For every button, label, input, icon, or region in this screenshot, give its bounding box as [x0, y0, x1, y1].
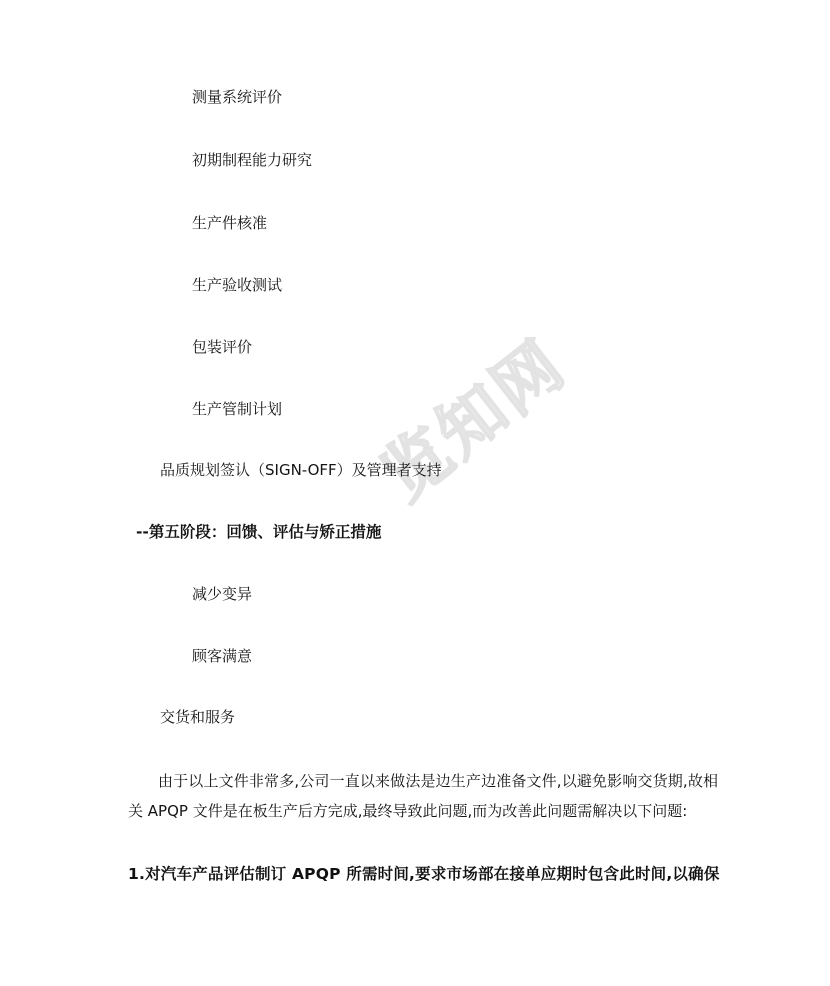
- list-item: 初期制程能力研究: [192, 151, 313, 169]
- list-item: 生产管制计划: [192, 400, 283, 418]
- list-item: 顾客满意: [192, 647, 253, 665]
- list-item: 减少变异: [192, 585, 253, 603]
- list-item: 生产验收测试: [192, 276, 283, 294]
- list-item: 交货和服务: [160, 708, 236, 726]
- numbered-item: 1.对汽车产品评估制订 APQP 所需时间,要求市场部在接单应期时包含此时间,以确保: [128, 865, 720, 883]
- list-item: 测量系统评价: [192, 88, 283, 106]
- list-item: 品质规划签认（SIGN-OFF）及管理者支持: [160, 461, 442, 479]
- list-item: 生产件核准: [192, 214, 268, 232]
- list-item: 包装评价: [192, 338, 253, 356]
- body-paragraph: [128, 766, 718, 826]
- paragraph-text: 由于以上文件非常多,公司一直以来做法是边生产边准备文件,以避免影响交货期,故相关 APQP 文件是在板生产后方完成,最终导致此问题,而为改善此问题需解决以下问题:: [128, 772, 718, 820]
- watermark-text: 览知网: [367, 324, 581, 515]
- section-heading: --第五阶段：回馈、评估与矫正措施: [136, 523, 382, 541]
